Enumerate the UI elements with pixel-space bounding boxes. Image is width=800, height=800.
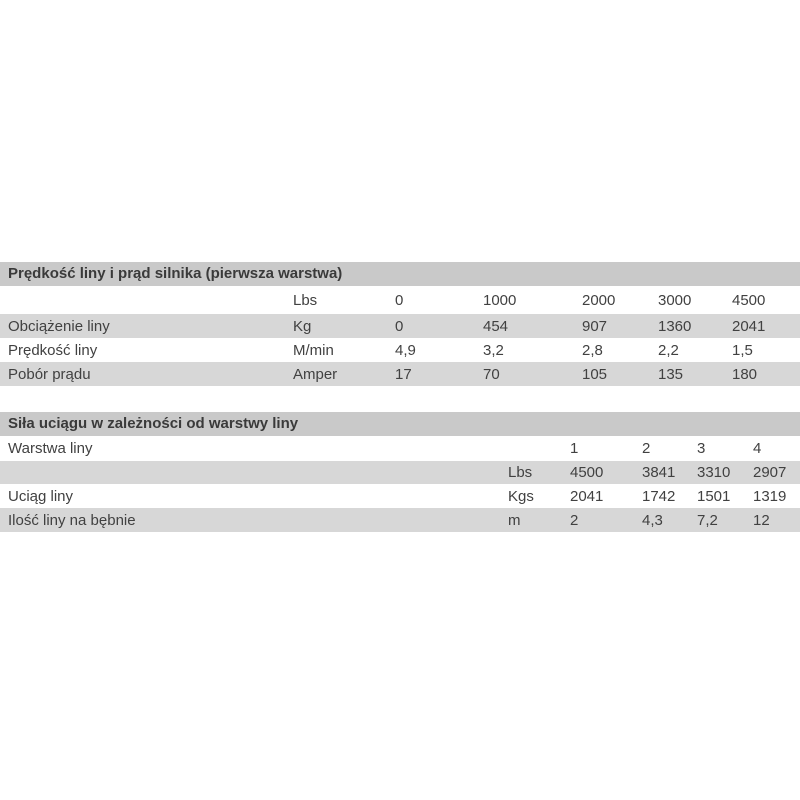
- row-unit: Amper: [285, 362, 387, 386]
- cell-value: 3: [697, 440, 706, 457]
- table-row: [0, 484, 800, 508]
- cell-value: 4,9: [395, 341, 416, 359]
- cell-value: 1,5: [732, 341, 753, 359]
- cell-value: 3000: [658, 291, 692, 309]
- row-unit: Kgs: [508, 487, 534, 505]
- cell-value: 2,2: [658, 341, 679, 359]
- cell-value: 2: [562, 508, 634, 532]
- cell-value: 1: [570, 440, 579, 457]
- cell-value: 1000: [483, 291, 517, 309]
- cell-value: 70: [475, 362, 574, 386]
- cell-value: 1360: [650, 314, 724, 338]
- cell-value: 180: [724, 362, 800, 386]
- row-label: Prędkość liny: [8, 341, 98, 359]
- row-label: Uciąg liny: [8, 487, 74, 505]
- cell-value: 1319: [753, 487, 787, 505]
- row-label: [0, 461, 500, 484]
- cell-value: 4,3: [634, 508, 689, 532]
- spec-table-rope-speed-current: [0, 286, 800, 386]
- cell-value: 2041: [570, 487, 604, 505]
- cell-value: 0: [395, 291, 404, 309]
- row-unit: [500, 436, 562, 461]
- row-unit: M/min: [293, 341, 334, 359]
- table-row: [0, 461, 800, 484]
- row-label: Obciążenie liny: [0, 314, 285, 338]
- section-rope-speed-current: [0, 262, 800, 386]
- row-label: [0, 286, 285, 314]
- section-title-rope-speed-current: Prędkość liny i prąd silnika (pierwsza warstwa): [0, 262, 800, 286]
- cell-value: 7,2: [689, 508, 745, 532]
- section-title-pull-force-by-layer: Siła uciągu w zależności od warstwy liny: [0, 412, 800, 436]
- cell-value: 12: [745, 508, 800, 532]
- table-row: [0, 286, 800, 314]
- row-unit: Kg: [285, 314, 387, 338]
- section-pull-force-by-layer: [0, 412, 800, 532]
- cell-value: 4500: [732, 291, 766, 309]
- row-unit: m: [500, 508, 562, 532]
- cell-value: 105: [574, 362, 650, 386]
- cell-value: 2907: [745, 461, 800, 484]
- table-row: [0, 508, 800, 532]
- spec-tables-block: [0, 262, 800, 532]
- cell-value: 3310: [689, 461, 745, 484]
- cell-value: 0: [387, 314, 475, 338]
- row-unit: Lbs: [293, 291, 318, 309]
- cell-value: 1501: [697, 487, 731, 505]
- cell-value: 2,8: [582, 341, 603, 359]
- cell-value: 454: [475, 314, 574, 338]
- cell-value: 4500: [562, 461, 634, 484]
- cell-value: 2000: [582, 291, 616, 309]
- cell-value: 2041: [724, 314, 800, 338]
- row-label: Pobór prądu: [0, 362, 285, 386]
- cell-value: 4: [753, 440, 762, 457]
- table-row: [0, 362, 800, 386]
- cell-value: 17: [387, 362, 475, 386]
- cell-value: 2: [642, 440, 651, 457]
- table-row: [0, 338, 800, 362]
- cell-value: 1742: [642, 487, 676, 505]
- cell-value: 3841: [634, 461, 689, 484]
- row-unit: Lbs: [500, 461, 562, 484]
- cell-value: 135: [650, 362, 724, 386]
- spec-table-pull-force-by-layer: [0, 436, 800, 532]
- table-row: [0, 436, 800, 461]
- cell-value: 907: [574, 314, 650, 338]
- table-row: [0, 314, 800, 338]
- row-label: Ilość liny na bębnie: [0, 508, 500, 532]
- row-label: Warstwa liny: [8, 440, 93, 457]
- cell-value: 3,2: [483, 341, 504, 359]
